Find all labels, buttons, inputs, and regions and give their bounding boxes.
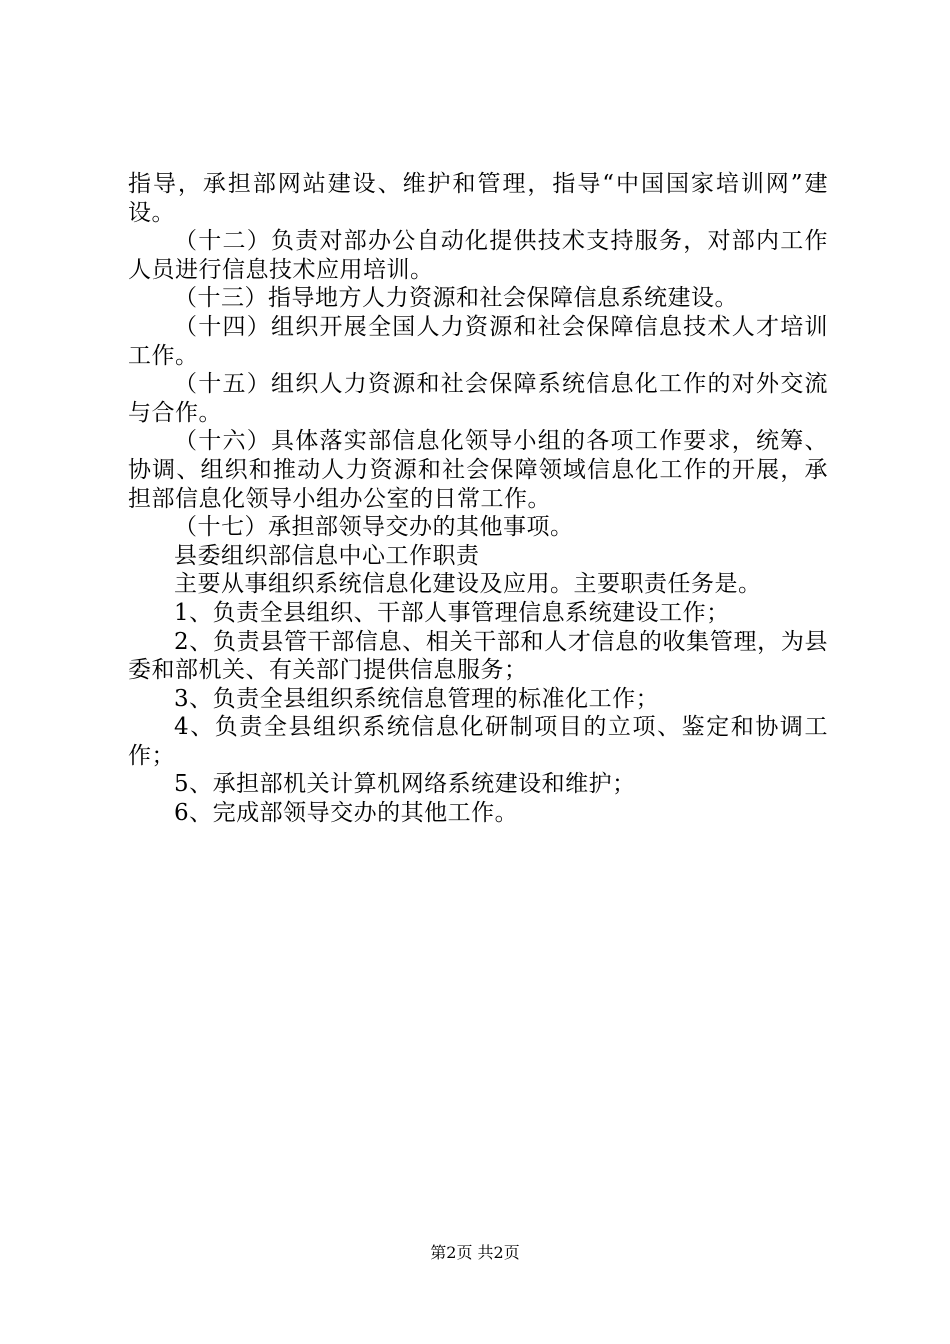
page-number-label: 第2页 共2页 (430, 1243, 520, 1262)
paragraph-5: （十五）组织人力资源和社会保障系统信息化工作的对外交流与合作。 (128, 371, 828, 426)
list-item-5: 5、承担部机关计算机网络系统建设和维护； (174, 771, 636, 798)
list-item-3: 3、负责全县组织系统信息管理的标准化工作； (174, 685, 660, 712)
paragraph-6: （十六）具体落实部信息化领导小组的各项工作要求，统筹、协调、组织和推动人力资源和社会保障领域信息化工作的开展，承担部信息化领导小组办公室的日常工作。 (128, 428, 828, 512)
paragraph-7: （十七）承担部领导交办的其他事项。 (174, 514, 574, 541)
paragraph-4: （十四）组织开展全国人力资源和社会保障信息技术人才培训工作。 (128, 313, 828, 369)
page-footer (0, 1243, 950, 1263)
section-heading: 县委组织部信息中心工作职责 (174, 542, 480, 569)
paragraph-2: （十二）负责对部办公自动化提供技术支持服务，对部内工作人员进行信息技术应用培训。 (128, 228, 828, 283)
list-item-1: 1、负责全县组织、干部人事管理信息系统建设工作； (174, 599, 730, 626)
paragraph-1: 指导，承担部网站建设、维护和管理，指导“中国国家培训网”建设。 (128, 171, 828, 226)
document-body (128, 170, 828, 828)
paragraph-9: 主要从事组织系统信息化建设及应用。主要职责任务是。 (174, 571, 762, 598)
paragraph-3: （十三）指导地方人力资源和社会保障信息系统建设。 (174, 285, 738, 312)
list-item-2: 2、负责县管干部信息、相关干部和人才信息的收集管理，为县委和部机关、有关部门提供信息服务； (128, 628, 828, 684)
list-item-6: 6、完成部领导交办的其他工作。 (174, 800, 519, 827)
list-item-4: 4、负责全县组织系统信息化研制项目的立项、鉴定和协调工作； (128, 714, 828, 769)
